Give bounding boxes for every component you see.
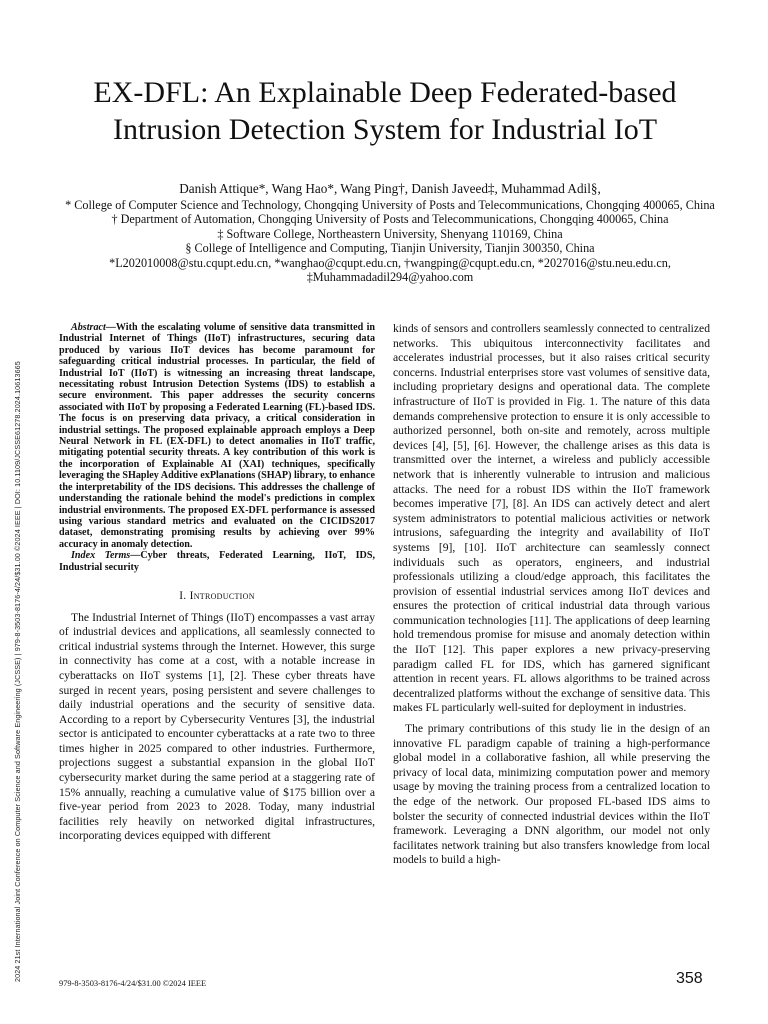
title-line-2: Intrusion Detection System for Industrial IoT [112,113,658,146]
section-heading-introduction: I. Introduction [179,589,255,602]
affiliation-2: † Department of Automation, Chongqing University of Posts and Telecommunications, Chongqing 400065, China [111,212,669,226]
author-names: Danish Attique*, Wang Hao*, Wang Ping†, Danish Javeed‡, Muhammad Adil§, [179,181,601,196]
title-line-1: EX-DFL: An Explainable Deep Federated-based [93,76,677,109]
right-column [393,322,710,868]
author-emails-2: ‡Muhammadadil294@yahoo.com [306,270,474,284]
index-terms-lead: Index Terms [71,550,131,562]
conference-banner: 2024 21st International Joint Conference on Computer Science and Software Engineering (JCSSE) | 979-8-3503-8176-4/24/$31.00 ©2024 IEEE | DOI: 10.1109/JCSSE61278.2024.10613665 [13,361,22,982]
abstract-lead: Abstract [71,322,106,333]
intro-paragraph-3: The primary contributions of this study lie in the design of an innovative FL paradigm capable of training a high-performance global model in a collaborative fashion, all while preserving the privacy of local data, minimizing computation power and memory usage by moving the training process from a centralized location to the edge of the network. Our proposed FL-based IDS aims to bolster the security of connected industrial devices within the IIoT framework. Leveraging a DNN algorithm, our model not only facilitates network training but also transfers knowledge from local models to build a high- [393,722,710,867]
abstract-text: —With the escalating volume of sensitive data transmitted in Industrial Internet of Things (IIoT) infrastructures, securing data produced by various IIoT devices has become paramount for safeguarding critical industrial processes. In particular, the field of Industrial IoT (IIoT) is witnessing an increasing threat landscape, necessitating robust Intrusion Detection Systems (IDS) to establish a secure environment. This paper addresses the security concerns associated with IIoT by proposing a Federated Learning (FL)-based IDS. The focus is on preserving data privacy, a critical consideration in industrial settings. The proposed explainable approach employs a Deep Neural Network in FL (EX-DFL) to detect anomalies in IIoT traffic, mitigating potential security threats. A key contribution of this work is the incorporation of Explainable AI (XAI) techniques, specifically leveraging the SHapley Additive exPlanations (SHAP) library, to enhance the interpretability of the IDS decisions. This addresses the challenge of understanding the rationale behind the model's predictions in complex industrial environments. The proposed EX-DFL performance is assessed using various standard metrics and evaluated on the CICIDS2017 dataset, demonstrating promising results by achieving over 99% accuracy in anomaly detection. [59,322,375,550]
abstract [59,322,375,550]
affiliation-1: * College of Computer Science and Technology, Chongqing University of Posts and Telecommunications, Chongqing 400065, China [65,197,715,212]
intro-paragraph-1: The Industrial Internet of Things (IIoT) encompasses a vast array of industrial devices and applications, all seamlessly connected to critical industrial systems through the Internet. However, this surge in connectivity has come at a cost, with a notable increase in cyberattacks on IIoT systems [1], [2]. These cyber threats have surged in recent years, posing persistent and severe challenges to daily industrial operations and the security of sensitive data. According to a report by Cybersecurity Ventures [3], the industrial sector is anticipated to encounter cyberattacks at a rate two to three times higher in 2025 compared to other industries. Furthermore, projections suggest a substantial expansion in the global IIoT cybersecurity market during the same period at a staggering rate of 15% annually, reaching a cumulative value of $175 billion over a five-year period from 2023 to 2028. Today, many industrial facilities rely heavily on networked digital infrastructures, incorporating devices equipped with different [59,610,375,843]
affiliation-4: § College of Intelligence and Computing, Tianjin University, Tianjin 300350, China [185,241,595,255]
index-terms [59,550,375,573]
affiliation-3: ‡ Software College, Northeastern University, Shenyang 110169, China [217,226,563,241]
author-block [30,182,750,285]
footer-copyright: 979-8-3503-8176-4/24/$31.00 ©2024 IEEE [59,979,207,988]
left-column [59,322,375,844]
intro-paragraph-2: kinds of sensors and controllers seamlessly connected to centralized networks. This ubiquitous interconnectivity facilitates and accelerates industrial processes, but it also raises critical security concerns. Industrial enterprises store vast volumes of sensitive data, including proprietary designs and operational data. The complete infrastructure of IIoT is provided in Fig. 1. The nature of this data demands comprehensive protection to ensure it is only accessible to authorized personnel, both on-site and remotely, across multiple devices [4], [5], [6]. However, the challenge arises as this data is transmitted over the internet, a wireless and publicly accessible network that is inherently vulnerable to intrusion and malicious attacks. The need for a robust IDS within the IIoT framework becomes imperative [7], [8]. An IDS can actively detect and alert system administrators to potential malicious activities or network intrusions, safeguarding the integrity and availability of IIoT systems [9], [10]. IIoT architecture can seamlessly connect individuals such as operators, engineers, and industrial professionals utilizing a cloud/edge approach, this facilitates the provision of essential industrial services among IIoT devices and ensures the protection of critical industrial data through various communication technologies [11]. The applications of deep learning hold tremendous promise for misuse and anomaly detection within the IIoT [12]. This paper explores a new privacy-preserving paradigm called FL for IDS, which has garnered significant attention in recent years. FL allows algorithms to be trained across decentralized platforms without the exchange of sensitive data. This makes FL particularly well-suited for deployment in industries. [393,322,710,715]
page-number: 358 [676,970,703,987]
index-terms-text: —Cyber threats, Federated Learning, IIoT, IDS, Industrial security [59,550,375,573]
author-emails-1: *L202010008@stu.cqupt.edu.cn, *wanghao@cqupt.edu.cn, †wangping@cqupt.edu.cn, *2027016@stu.neu.edu.cn, [109,255,671,270]
paper-title [40,74,730,148]
